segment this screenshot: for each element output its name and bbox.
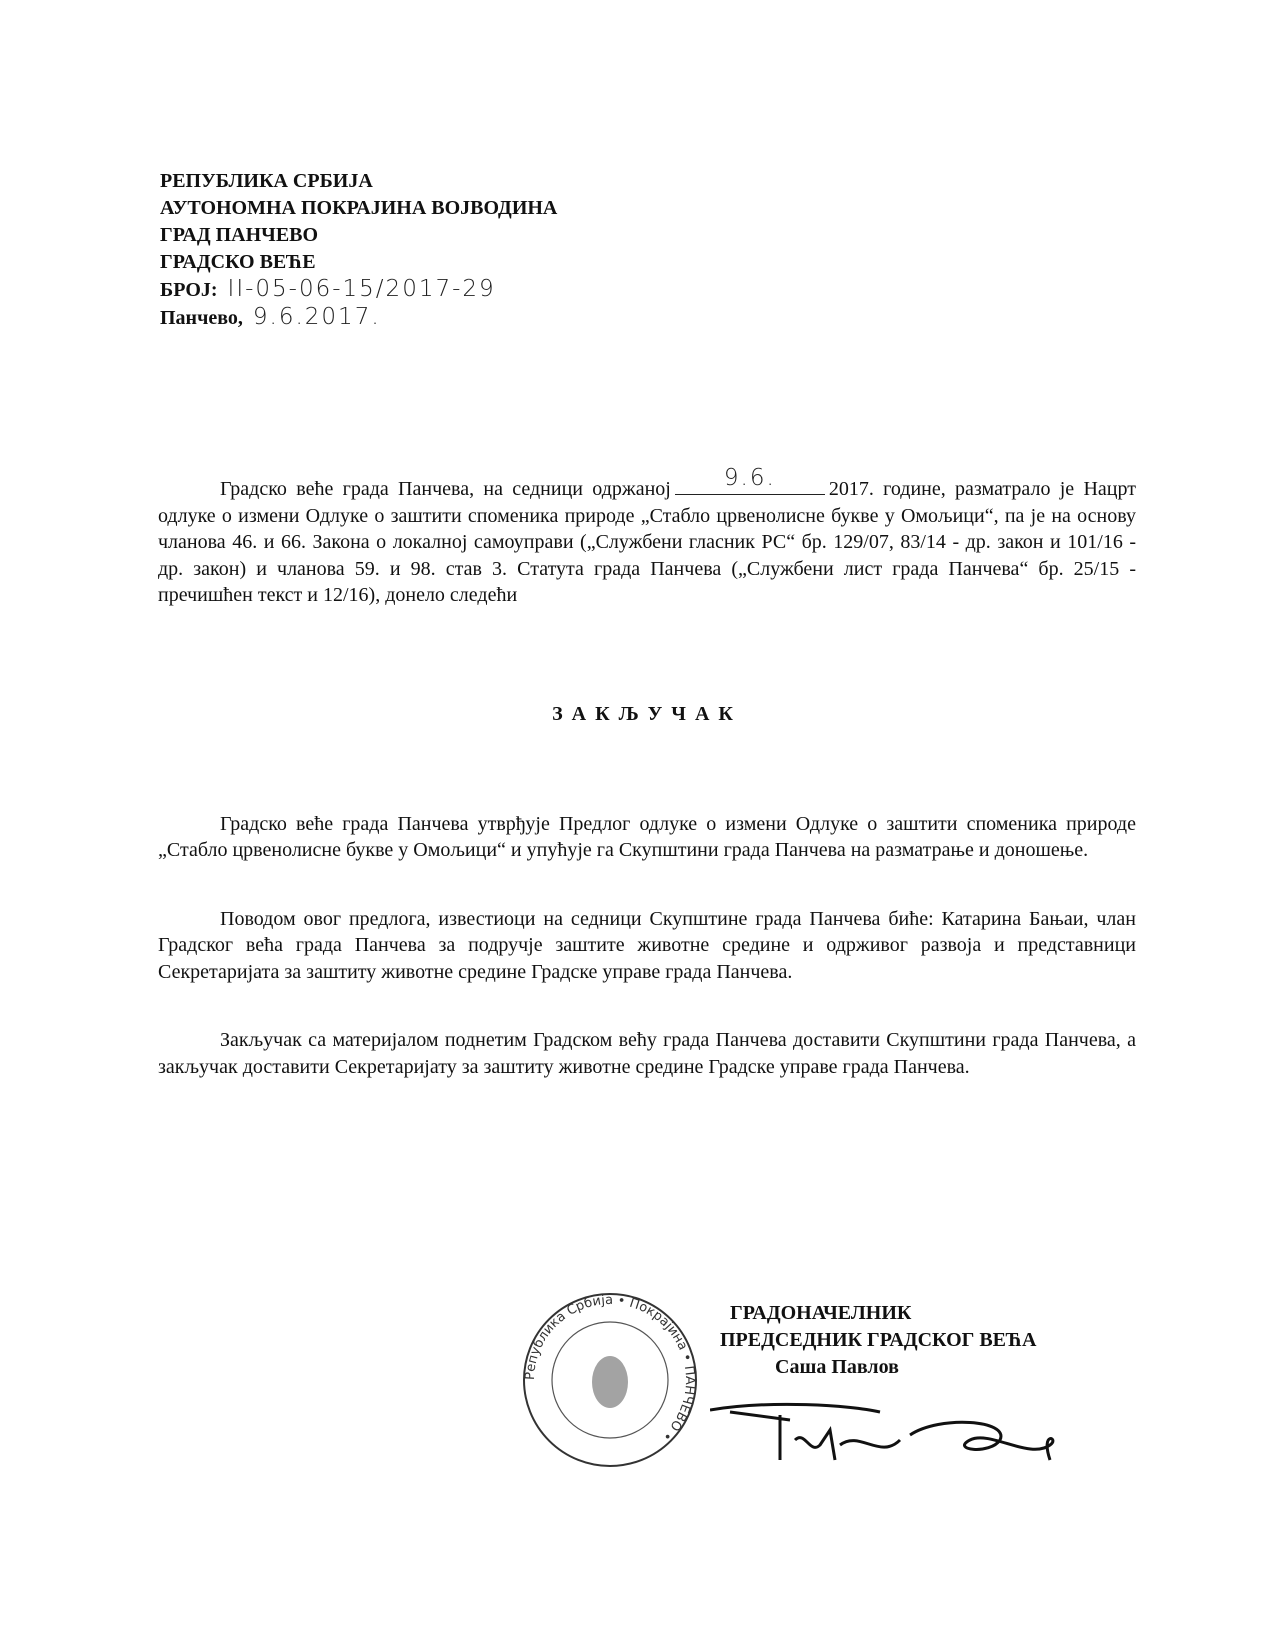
header-line-council: ГРАДСКО ВЕЋЕ: [160, 251, 316, 273]
paragraph-2: Поводом овог предлога, известиоци на седници Скупштине града Панчева биће: Катарина Бањаи, члан Градског већа града Панчева за подручје заштите животне средине и одрживог развоја и представници Секретаријата за заштиту животне средине Градске управе града Панчева.: [158, 907, 1136, 983]
handwritten-session-date: 9.6.: [723, 465, 776, 491]
header-line-province: АУТОНОМНА ПОКРАЈИНА ВОЈВОДИНА: [160, 197, 558, 219]
paragraph-1: Градско веће града Панчева утврђује Предлог одлуке о измени Одлуке о заштити споменика природе „Стабло црвенолисне букве у Омољици“ и упућује га Скупштини града Панчева на разматрање и доношење.: [158, 812, 1136, 861]
date-blank: [675, 465, 825, 495]
signature-block: [720, 1300, 1037, 1381]
document-number: БРОЈ: II-05-06-15/2017-29: [160, 276, 496, 302]
document-place-date: Панчево, 9.6.2017.: [160, 304, 381, 330]
intro-paragraph: Градско веће града Панчева, на седници одржаној 9.6. 2017. године, разматрало је Нацрт одлуке о измени Одлуке о заштити споменика природе „Стабло црвенолисне букве у Омољици“, па је на основу чланова 46. и 66. Закона о локалној самоуправи („Службени гласник РС“ бр. 129/07, 83/14 - др. закон и 101/16 - др. закон) и чланова 59. и 98. став 3. Статута града Панчева („Службени лист града Панчева“ бр. 25/15 - пречишћен текст и 12/16), донело следећи: [158, 465, 1136, 606]
official-stamp: [520, 1290, 700, 1470]
header-line-republic: РЕПУБЛИКА СРБИЈА: [160, 170, 373, 192]
document-body: [158, 465, 1136, 1080]
signatory-title-mayor: ГРАДОНАЧЕЛНИК: [730, 1302, 912, 1324]
document-header: [160, 168, 557, 332]
signatory-name: Саша Павлов: [775, 1356, 899, 1378]
handwritten-number: II-05-06-15/2017-29: [227, 276, 496, 302]
paragraph-3: Закључак са материјалом поднетим Градском већу града Панчева доставити Скупштини града Панчева, а закључак доставити Секретаријату за заштиту животне средине Градске управе града Панчева.: [158, 1029, 1136, 1078]
handwritten-date: 9.6.2017.: [252, 304, 381, 330]
handwritten-signature: [710, 1400, 1070, 1470]
signatory-title-president: ПРЕДСЕДНИК ГРАДСКОГ ВЕЋА: [720, 1329, 1037, 1351]
header-line-city: ГРАД ПАНЧЕВО: [160, 224, 319, 246]
svg-text:Република Србија • Покрајина •: Република Србија • Покрајина • ПАНЧЕВО •: [522, 1292, 698, 1444]
document-title: ЗАКЉУЧАК: [552, 702, 742, 725]
